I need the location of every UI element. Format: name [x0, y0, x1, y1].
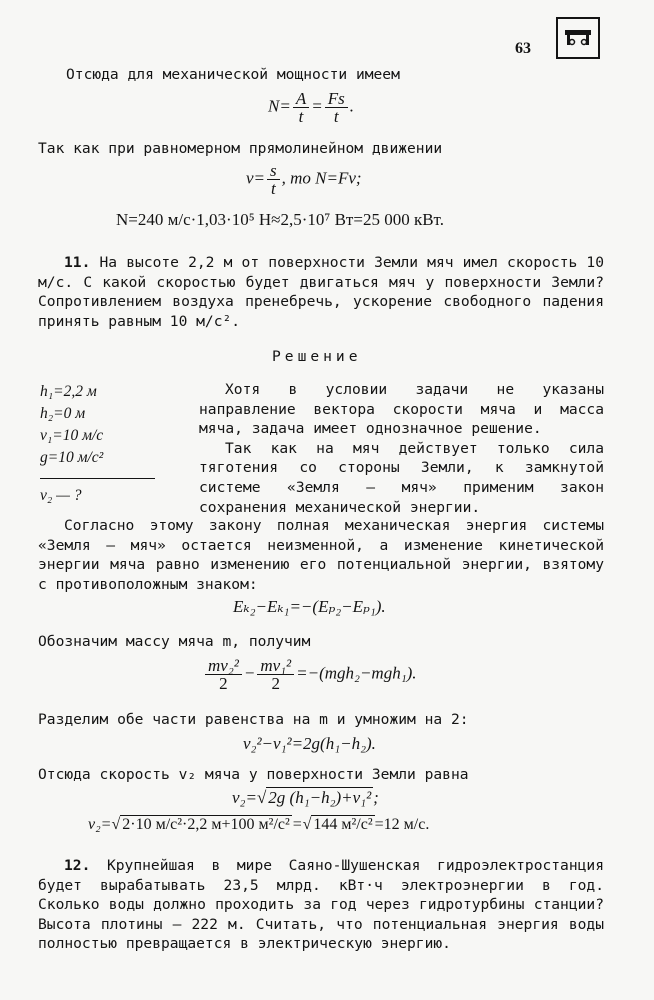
kinetic-minus: − — [243, 663, 256, 683]
divide-text: Разделим обе части равенства на m и умножим на 2: — [38, 711, 469, 728]
given-find: v₂ — ? — [40, 487, 82, 504]
solution-para-2: Так как на мяч действует только сила тяготения со стороны Земли, к замкнутой системе «Земля — мяч» применим закон сохранения механической энергии. — [199, 439, 604, 516]
chapter-icon — [556, 17, 600, 59]
problem-11-text: На высоте 2,2 м от поверхности Земли мяч имел скорость 10 м/с. С какой скоростью будет двигаться мяч у поверхности Земли? Сопротивлением воздуха пренебречь, ускорение свободного падения принять равным 10 м/с². — [38, 254, 604, 330]
speed-text: Отсюда скорость v₂ мяча у поверхности Земли равна — [38, 766, 469, 783]
problem-11 — [38, 253, 604, 331]
formula-power — [268, 90, 354, 125]
problem-12-number: 12. — [64, 857, 91, 874]
solution-heading: Решение — [272, 348, 362, 365]
mass-text: Обозначим массу мяча m, получим — [38, 633, 311, 650]
power-lhs: N= — [268, 96, 291, 116]
problem-12-text: Крупнейшая в мире Саяно-Шушенская гидроэлектростанция будет вырабатывать 23,5 млрд. кВт·ч электроэнергии в год. Сколько воды должно проходить за год через гидротурбины станции? Высота плотины — 222 м. Считать, что потенциальная энергия воды полностью превращается в электрическую энергию. — [38, 857, 604, 953]
fraction-mv2: $\frac{\text{mv₂²}}{2}$ — [205, 657, 242, 692]
fraction-a-over-t: $\frac{A}{t}$ — [293, 90, 309, 125]
velocity-tail: , то N=Fv; — [281, 168, 362, 188]
power-intro: Отсюда для механической мощности имеем — [66, 66, 400, 83]
problem-11-number: 11. — [64, 254, 91, 271]
page-number: 63 — [515, 40, 531, 57]
formula-v2: v₂=√ 2g (h₁−h₂)+v₁² ; — [232, 788, 379, 807]
given-v1: v₁=10 м/с — [40, 427, 104, 444]
power-eq: = — [311, 96, 323, 116]
fraction-s-over-t: $\frac{s}{t}$ — [267, 162, 280, 197]
formula-kinetic — [203, 657, 417, 692]
kinetic-rhs: =−(mgh₂−mgh₁). — [296, 663, 417, 683]
power-end: . — [349, 96, 354, 116]
solution-para-3: Согласно этому закону полная механическая энергия системы «Земля — мяч» остается неизменной, а изменение кинетической энергии мяча равно изменению его потенциальной энергии, взятому с противоположным знаком: — [38, 517, 604, 593]
formula-energy: Eₖ₂−Eₖ₁=−(Eₚ₂−Eₚ₁). — [233, 597, 386, 616]
v2-lhs: v₂= — [232, 788, 257, 807]
given-g: g=10 м/с² — [40, 449, 104, 466]
v2-end: ; — [373, 788, 379, 807]
uniform-motion-text: Так как при равномерном прямолинейном движении — [38, 140, 443, 157]
v2n-radicand-1: 2·10 м/с²·2,2 м+100 м²/с² — [122, 816, 290, 833]
v2n-eq: = — [291, 816, 303, 833]
fraction-mv1: $\frac{\text{mv₁²}}{2}$ — [257, 657, 294, 692]
velocity-lhs: v= — [246, 168, 266, 188]
given-h2: h₂=0 м — [40, 405, 86, 422]
v2n-end: =12 м/с. — [374, 816, 430, 833]
given-h1: h₁=2,2 м — [40, 383, 97, 400]
formula-divided: v₂²−v₁²=2g(h₁−h₂). — [243, 734, 376, 753]
formula-velocity — [246, 162, 362, 197]
solution-right — [199, 380, 604, 517]
v2n-radicand-2: 144 м²/с² — [313, 816, 373, 833]
formula-result: N=240 м/с·1,03·10⁵ Н≈2,5·10⁷ Вт=25 000 кВт. — [116, 210, 444, 229]
given-divider — [40, 478, 155, 485]
solution-para-1: Хотя в условии задачи не указаны направление вектора скорости мяча и масса мяча, задача имеет однозначное решение. — [199, 381, 604, 438]
formula-v2-numeric: v₂=√ 2·10 м/с²·2,2 м+100 м²/с² =√ 144 м²/с² =12 м/с. — [88, 816, 430, 833]
v2-radicand: 2g (h₁−h₂)+v₁² — [268, 788, 372, 807]
problem-12 — [38, 856, 604, 954]
fraction-fs-over-t: $\frac{Fs}{t}$ — [325, 90, 348, 125]
given-block — [40, 381, 155, 507]
v2n-lhs: v₂= — [88, 816, 112, 833]
